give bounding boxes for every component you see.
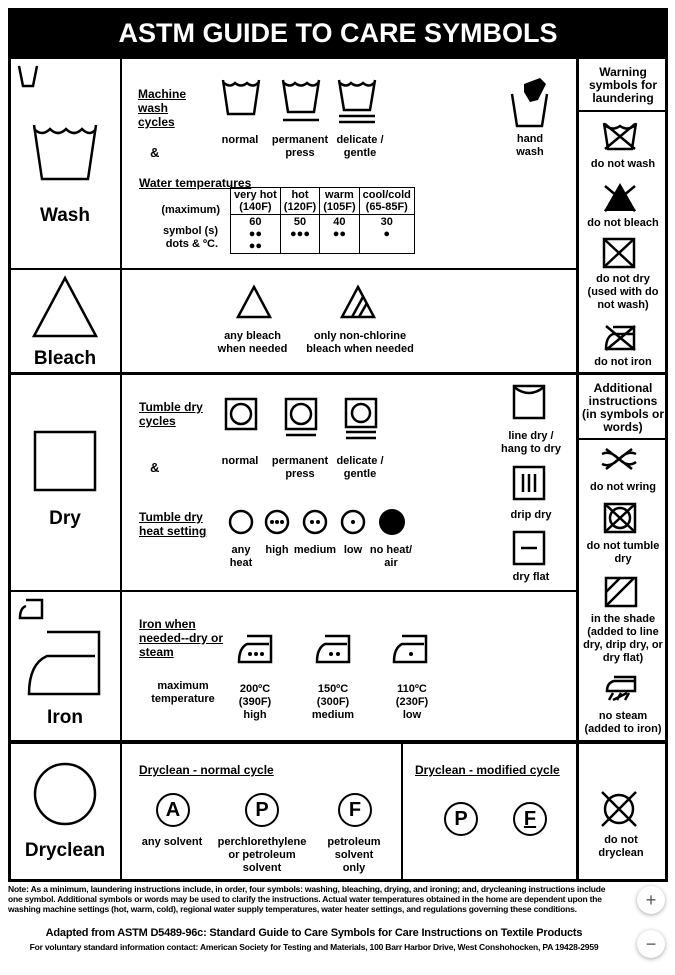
do-not-dryclean-label: do not dryclean (598, 834, 644, 859)
warning-label: do not wash (590, 158, 656, 170)
iron-low-icon (392, 634, 428, 664)
iron-medium-icon (315, 634, 351, 664)
title-bar: ASTM GUIDE TO CARE SYMBOLS (8, 8, 668, 58)
additional-label: in the shade (added to line dry, drip dry, or dry flat) (583, 613, 663, 664)
warning-label: do not iron (594, 356, 652, 368)
heat-none-label: no heat/ air (369, 544, 413, 569)
iron-heading: Iron when needed--dry or steam (139, 617, 224, 659)
heat-high-icon (265, 510, 289, 534)
tumble-normal-label: normal (221, 455, 259, 467)
solvent-f-label: petroleum solvent only (327, 836, 381, 874)
tumble-permanent-label: permanent press (271, 455, 329, 480)
iron-temp: 110ºC (397, 683, 427, 695)
section-iron: Iron (47, 707, 83, 728)
heat-low-label: low (343, 544, 363, 556)
dry-flat-icon (513, 531, 545, 565)
iron-icon (25, 628, 105, 698)
zoom-in-button[interactable]: + (637, 886, 665, 914)
modified-p-icon: P (444, 802, 478, 836)
tumble-delicate-icon (345, 398, 377, 442)
heat-medium-label: medium (293, 544, 337, 556)
drip-dry-label: drip dry (510, 509, 552, 521)
additional-label: no steam (added to iron) (584, 710, 662, 735)
ampersand: & (150, 145, 160, 160)
contact-text: For voluntary standard information contact: American Society for Testing and Materials, 100 Barr Harbor Drive, West Conshohocken, PA 19428-2959 (29, 942, 599, 952)
tumble-permanent-icon (285, 398, 317, 438)
divider (578, 110, 668, 112)
iron-temp: 150ºC (317, 683, 349, 695)
solvent-f-icon: F (338, 793, 372, 827)
do-not-wash-icon (603, 122, 637, 150)
dry-flat-label: dry flat (512, 571, 550, 583)
divider (8, 740, 668, 744)
do-not-iron-icon (604, 325, 636, 351)
do-not-bleach-icon (603, 182, 637, 212)
do-not-dry-icon (603, 238, 635, 268)
wash-normal-icon (222, 80, 260, 118)
heat-low-icon (341, 510, 365, 534)
tumble-normal-icon (225, 398, 257, 430)
wash-permanent-press-icon (282, 80, 320, 126)
no-steam-icon (605, 675, 637, 701)
iron-small-icon (18, 598, 44, 620)
non-chlorine-bleach-icon (341, 286, 375, 318)
heat-medium-icon (303, 510, 327, 534)
dry-square-icon (33, 430, 97, 492)
divider (576, 58, 579, 880)
dryclean-normal-heading: Dryclean - normal cycle (139, 763, 274, 777)
wash-small-icon (18, 66, 38, 88)
temp-sub: (maximum) (161, 204, 220, 216)
do-not-tumble-dry-icon (604, 503, 636, 533)
heat-any-label: any heat (229, 544, 253, 569)
wash-heading: Machine wash cycles (138, 87, 187, 129)
additional-heading: Additional instructions (in symbols or words) (581, 381, 664, 434)
heat-any-icon (229, 510, 253, 534)
drip-dry-icon (513, 466, 545, 500)
solvent-p-icon: P (245, 793, 279, 827)
warning-heading: Warning symbols for laundering (588, 65, 657, 105)
divider (120, 58, 122, 742)
water-temp-heading: Water temperatures (139, 176, 252, 190)
bleach-triangle-icon (32, 276, 98, 338)
divider (120, 744, 122, 880)
do-not-wring-icon (600, 448, 638, 470)
wash-permanent-label: permanent press (271, 134, 329, 159)
zoom-out-button[interactable]: − (637, 930, 665, 958)
tumble-dry-heading: Tumble dry cycles (139, 400, 203, 428)
water-temp-table (230, 187, 415, 254)
ampersand: & (150, 460, 160, 475)
do-not-dryclean-icon (600, 790, 638, 828)
divider (578, 438, 668, 440)
wash-tub-icon (32, 125, 98, 181)
solvent-p-label: perchlorethylene or petroleum solvent (217, 836, 307, 874)
wash-normal-label: normal (221, 134, 259, 146)
additional-label: do not tumble dry (586, 540, 660, 565)
section-wash: Wash (40, 205, 90, 226)
warning-label: do not bleach (587, 217, 659, 229)
divider (8, 590, 578, 592)
divider (8, 268, 578, 270)
warning-label: do not dry (used with do not wash) (587, 273, 659, 311)
symbol-label: symbol (s) dots & ºC. (162, 225, 218, 250)
tumble-delicate-label: delicate / gentle (336, 455, 384, 480)
wash-delicate-label: delicate / gentle (336, 134, 384, 159)
modified-f-icon: F (513, 802, 547, 836)
solvent-a-icon: A (156, 793, 190, 827)
table-row: very hot (140F) hot (120F) warm (105F) cool/cold (65-85F) (231, 188, 415, 215)
hand-wash-icon (512, 78, 548, 128)
source-text: Adapted from ASTM D5489-96c: Standard Guide to Care Symbols for Care Instructions on Textile Products (45, 927, 583, 939)
in-the-shade-icon (605, 577, 637, 607)
hand-wash-label: hand wash (516, 133, 544, 158)
divider (8, 372, 668, 375)
iron-high-icon (237, 634, 273, 664)
solvent-a-label: any solvent (141, 836, 203, 848)
wash-delicate-icon (338, 80, 376, 126)
section-bleach: Bleach (33, 348, 97, 369)
note-text: Note: As a minimum, laundering instructions include, in order, four symbols: washing, bleaching, drying, and ironing; and, drycleaning instructions include one symbol. Additional symbols or words may be used to clarify the instructions. Actual water temperatures obtained in the home are dependent upon the washing machine settings (hot, warm, cold), regional water supply temperatures, water heater settings, and regulations governing these conditions. (8, 884, 606, 914)
heat-heading: Tumble dry heat setting (139, 510, 207, 538)
iron-temp: 200ºC (239, 683, 271, 695)
any-bleach-label: any bleach when needed (217, 330, 288, 355)
section-dry: Dry (49, 508, 81, 529)
divider (401, 744, 403, 880)
any-bleach-icon (237, 286, 271, 318)
table-row: 60 ●● ●● 50 ●●● 40 ●● 30 ● (231, 215, 415, 254)
additional-label: do not wring (590, 481, 656, 493)
dryclean-modified-heading: Dryclean - modified cycle (415, 763, 560, 777)
non-chlorine-label: only non-chlorine bleach when needed (306, 330, 414, 355)
heat-none-icon (379, 509, 405, 535)
line-dry-label: line dry / hang to dry (501, 430, 561, 455)
line-dry-icon (513, 385, 545, 419)
iron-max-label: maximum temperature (151, 680, 215, 705)
dryclean-circle-icon (33, 762, 97, 826)
heat-high-label: high (265, 544, 289, 556)
section-dryclean: Dryclean (24, 840, 106, 861)
